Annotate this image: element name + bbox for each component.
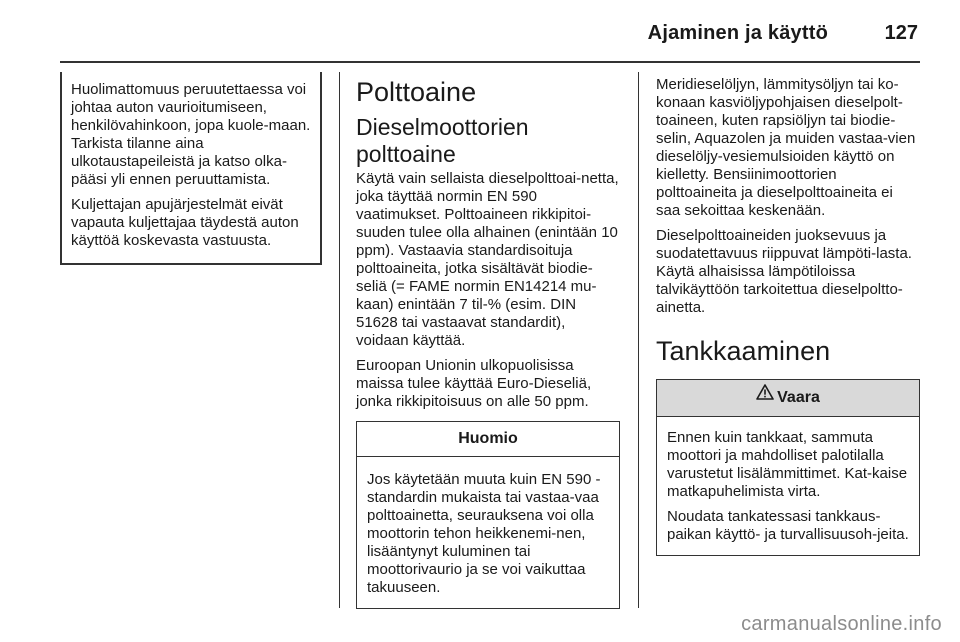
danger-box [656,379,920,556]
heading-diesel-fuel: Dieselmoottorien polttoaine [356,114,529,167]
header-divider [60,61,920,63]
note-title: Huomio [357,422,619,457]
heading-fuel: Polttoaine [356,77,477,107]
warning-paragraph: Huolimattomuus peruutettaessa voi johtaa auton vaurioitumiseen, henkilövahinkoon, jopa kuole-maan. Tarkista tilanne aina ulkotaustapeileistä ja katso olka-pääsi yli ennen peruuttamista. [71,81,311,188]
danger-text: Noudata tankatessasi tankkaus-paikan käyttö- ja turvallisuusoh-jeita. [667,508,909,543]
section-title: Ajaminen ja käyttö [647,22,828,44]
column-middle [356,76,620,609]
body-paragraph: Dieselpolttoaineiden juoksevuus ja suodatettavuus riippuvat lämpöti-lasta. Käytä alhaisissa lämpötiloissa talvikäyttöön tarkoitettua dieselpoltto-ainetta. [656,227,912,316]
heading-refuelling: Tankkaaminen [656,336,831,366]
note-text: Jos käytetään muuta kuin EN 590 -standardin mukaista tai vastaa-vaa polttoainetta, seurauksena voi olla moottorin tehon heikkenemi-nen, lisääntynyt kuluminen tai moottorivaurio ja se voi vaikuttaa takuuseen. [367,471,601,596]
warning-continuation-box [60,72,322,265]
watermark: carmanualsonline.info [741,613,942,635]
warning-triangle-icon [756,378,774,414]
body-paragraph: Käytä vain sellaista dieselpolttoai-netta, joka täyttää normin EN 590 vaatimukset. Polttoaineen rikkipitoi-suuden tulee olla alhainen (enintään 10 ppm). Vastaavia standardisoituja polttoaineita, jotka sisältävät biodie-seliä (= FAME normin EN14214 mu-kaan) enintään 7 til-% (esim. DIN 51628 tai vastaavat standardit), voidaan käyttää. [356,170,619,349]
body-paragraph: Euroopan Unionin ulkopuolisissa maissa tulee käyttää Euro-Dieseliä, jonka rikkipitoisuus on alle 50 ppm. [356,357,592,410]
danger-title: Vaara [777,389,820,406]
column-right [656,76,920,556]
warning-paragraph: Kuljettajan apujärjestelmät eivät vapauta kuljettajaa täydestä auton käyttöä koskevasta vastuusta. [71,196,299,249]
body-paragraph: Meridieselöljyn, lämmitysöljyn tai ko-konaan kasviöljypohjaisen dieselpolt-toaineen, kuten rapsiöljyn tai biodie-selin, Aquazolen ja muiden vastaa-vien dieselöljy-vesiemulsioiden käyttö on kielletty. Bensiinimoottorien polttoaineita ja dieselpolttoaineita ei saa sekoittaa keskenään. [656,76,916,219]
note-box [356,421,620,609]
danger-text: Ennen kuin tankkaat, sammuta moottori ja mahdolliset palotilalla varustetut lisälämmittimet. Kat-kaise matkapuhelimista virta. [667,429,908,500]
column-divider [339,72,340,608]
page-number: 127 [884,22,918,44]
page-header [0,0,960,62]
column-left [60,76,322,265]
column-divider [638,72,639,608]
danger-header [657,380,919,417]
